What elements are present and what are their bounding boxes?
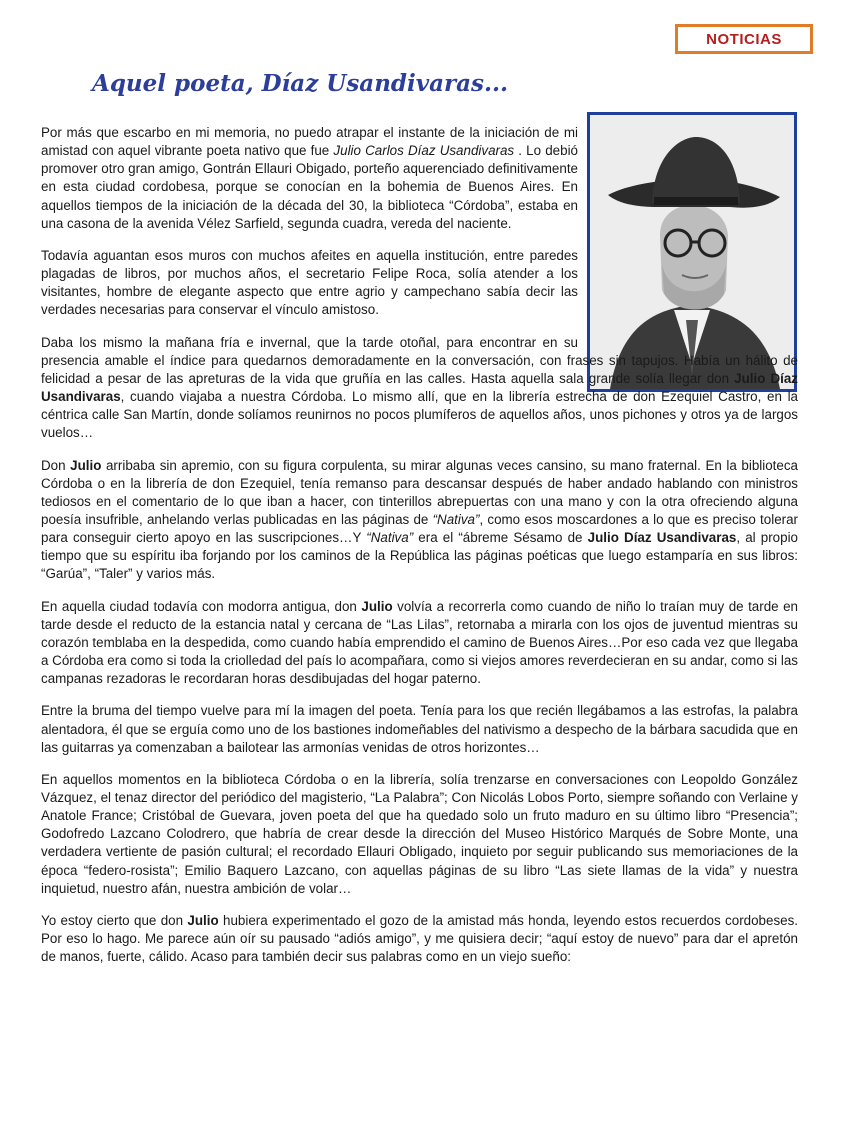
paragraph-4: Don Julio arribaba sin apremio, con su figura corpulenta, su mirar algunas veces cansino, su mano fraternal. En la biblioteca Córdoba o en la librería de don Ezequiel, tenía remanso para descansar después de haber andado hablando con ministros tediosos en el comentario de lo que iban a hacer, con tinterillos abrepuertas con una mano y con la otra ofreciendo alguna poesía insufrible, anhelando verlas publicadas en las páginas de “Nativa”, como esos moscardones a lo que es preciso tolerar para conseguir cierto apoyo en las suscripciones…Y “Nativa” era el “ábreme Sésamo de Julio Díaz Usandivaras, al propio tiempo que su espíritu iba forjando por los caminos de la República las páginas poéticas que luego estamparía en sus libros: “Garúa”, “Taler” y varios más. [41,457,799,582]
paragraph-6: Entre la bruma del tiempo vuelve para mí la imagen del poeta. Tenía para los que recién llegábamos a las estrofas, la palabra alentadora, él que se erguía como uno de los bastiones indomeñables del nativismo a despecho de la bárbara sacudida que en las guitarras ya comenzaban a bailotear las armonías venidas de otros horizontes… [41,703,798,755]
paragraph-1: Por más que escarbo en mi memoria, no puedo atrapar el instante de la iniciación de mi amistad con aquel vibrante poeta nativo que fue Julio Carlos Díaz Usandivaras . Lo debió promover otro gran amigo, Gontrán Ellauri Obigado, porteño aquerenciado definitivamente en esta ciudad cordobesa, porque se conocían en la bohemia de Buenos Aires. En aquellos tiempos de la iniciación de la década del 30, la biblioteca “Córdoba”, estaba en una casona de la avenida Vélez Sarfield, segunda cuadra, vereda del naciente. [41,125,579,231]
article-body [41,124,798,966]
section-badge: NOTICIAS [675,24,813,54]
paragraph-5: En aquella ciudad todavía con modorra antigua, don Julio volvía a recorrerla como cuando de niño lo traían muy de tarde en tarde desde el reducto de la estancia natal y cercana de “Las Lilas”, retornaba a mirarla con los ojos de juventud mientras su corazón temblaba en la despedida, como cuando había emprendido el camino de Buenos Aires…Por eso cada vez que llegaba a Córdoba era como si toda la criolledad del país lo acompañara, como si viejos amores reverdecieran en su andar, como si las campanas rezadoras le recordaran horas desdibujadas del hogar paterno. [41,598,798,687]
paragraph-3: Daba los mismo la mañana fría e invernal, que la tarde otoñal, para encontrar en su presencia amable el índice para quedarnos demoradamente en la conversación, con frases sin tapujos. Había un hálito de felicidad a pesar de las apreturas de la vida que gruñía en las calles. Hasta aquella sala grande solía llegar don Julio Díaz Usandivaras, cuando viajaba a nuestra Córdoba. Lo mismo allí, que en la librería estrecha de don Ezequiel Castro, en la céntrica calle San Martín, donde solíamos reunirnos no pocos plumíferos de aquellos años, unos pichones y otros ya de largos vuelos… [41,334,798,441]
paragraph-2: Todavía aguantan esos muros con muchos afeites en aquella institución, entre paredes plagadas de libros, por muchos años, el secretario Felipe Roca, solía atender a los visitantes, hombre de elegante aspecto que entre agrio y campechano sabía decir las verdades necesarias para conservar el vínculo amistoso. [41,247,578,318]
article-title: Aquel poeta, Díaz Usandivaras... [92,70,508,97]
paragraph-8: Yo estoy cierto que don Julio hubiera experimentado el gozo de la amistad más honda, leyendo estos recuerdos cordobeses. Por eso lo hago. Me parece aún oír su pausado “adiós amigo”, y me quisiera decir; “aquí estoy de nuevo” para dar el apretón de manos, fuerte, cálido. Acaso para también decir sus palabras como en un viejo sueño: [41,912,798,965]
paragraph-7: En aquellos momentos en la biblioteca Córdoba o en la librería, solía trenzarse en conversaciones con Leopoldo González Vázquez, el tenaz director del periódico del magisterio, “La Palabra”; Con Nicolás Lobos Porto, siempre soñando con Verlaine y Anatole France; Cristóbal de Guevara, joven poeta del que ha quedado solo un fruto maduro en su último libro “Presencia”; Godofredo Lazcano Colodrero, que habría de crear desde la dirección del Museo Histórico Marqués de Sobre Monte, una verdadera vertiente de pasión cultural; el recordado Ellauri Obligado, inquieto por seguir publicando sus memoriaciones de la época “federo-rosista”; Emilio Baquero Lazcano, con aquellas páginas de su libro “Las siete llamas de la vida” y nuestra inquietud, nuestro afán, nuestra ambición de volar… [41,771,798,896]
